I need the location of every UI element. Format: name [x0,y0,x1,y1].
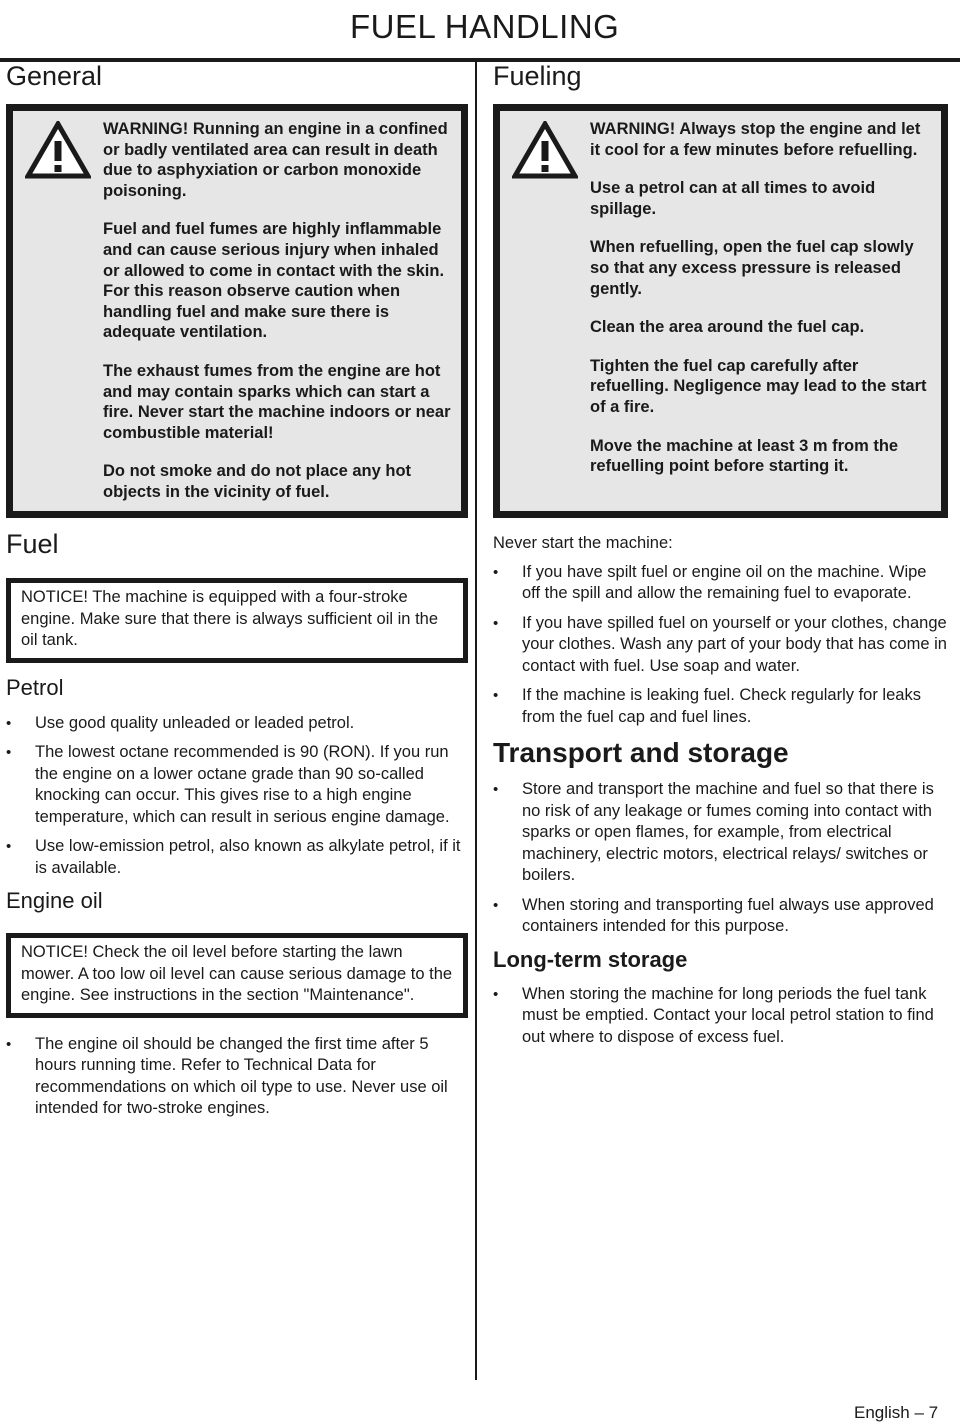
list-item: • The lowest octane recommended is 90 (RON). If you run the engine on a lower octane grade than 90 so-called knocking can occur. This gives rise to a high engine temperature, which can result in serious engine damage. [6,742,468,828]
warning-paragraph: Do not smoke and do not place any hot objects in the vicinity of fuel. [103,462,412,501]
notice-text: NOTICE! Check the oil level before starting the lawn mower. A too low oil level can cause serious damage to the engine. See instructions in the section "Maintenance". [21,943,453,1004]
section-title-fuel: Fuel [6,529,59,559]
section-title-transport: Transport and storage [493,737,789,768]
warning-paragraph: WARNING! Running an engine in a confined or badly ventilated area can result in death due to asphyxiation or carbon monoxide poisoning. [103,120,448,200]
column-divider [475,62,477,1380]
warning-paragraph: Clean the area around the fuel cap. [590,318,865,337]
fueling-warning-box [493,104,948,518]
warning-paragraph: The exhaust fumes from the engine are hot and may contain sparks which can start a fire. Never start the machine indoors or near combustible material! [103,361,451,442]
list-item: • If you have spilled fuel on yourself or your clothes, change your clothes. Wash any part of your body that has come in contact with fuel. Use soap and water. [493,613,948,678]
list-item: • Use low-emission petrol, also known as alkylate petrol, if it is available. [6,836,468,879]
never-start-intro: Never start the machine: [493,534,673,552]
subsection-title-long-term: Long-term storage [493,946,688,972]
warning-paragraph: WARNING! Always stop the engine and let it cool for a few minutes before refuelling. [590,120,921,159]
warning-paragraph: Move the machine at least 3 m from the refuelling point before starting it. [590,436,899,476]
subsection-title-petrol: Petrol [6,674,64,700]
fuel-notice-box [6,578,468,663]
general-warning-text [103,111,461,511]
warning-triangle-icon [25,121,91,179]
left-column [6,62,468,1128]
warning-paragraph: Fuel and fuel fumes are highly inflammable and can cause serious injury when inhaled or allowed to come in contact with the skin. For this reason observe caution when handling fuel and make sure there is adequate ventilation. [103,220,445,342]
list-item: • When storing the machine for long periods the fuel tank must be emptied. Contact your local petrol station to find out where to dispose of excess fuel. [493,984,948,1049]
long-term-list [493,984,948,1049]
warning-triangle-icon [512,121,578,179]
warning-paragraph: Tighten the fuel cap carefully after refuelling. Negligence may lead to the start of a fire. [590,356,927,416]
fueling-warning-text [590,111,941,511]
warning-icon-cell [13,111,103,511]
transport-list [493,779,948,938]
list-item: • If the machine is leaking fuel. Check regularly for leaks from the fuel cap and fuel lines. [493,685,948,728]
petrol-list [6,713,468,880]
list-item: • If you have spilt fuel or engine oil on the machine. Wipe off the spill and allow the remaining fuel to evaporate. [493,562,948,605]
warning-icon-cell [500,111,590,511]
list-item: • The engine oil should be changed the first time after 5 hours running time. Refer to Technical Data for recommendations on which oil type to use. Never use oil intended for two-stroke engines. [6,1034,468,1120]
never-start-list [493,562,948,729]
warning-paragraph: Use a petrol can at all times to avoid spillage. [590,179,876,218]
general-warning-box [6,104,468,518]
section-title-fueling: Fueling [493,61,582,91]
engine-oil-list [6,1034,468,1120]
list-item: • When storing and transporting fuel always use approved containers intended for this purpose. [493,895,948,938]
list-item: • Use good quality unleaded or leaded petrol. [6,713,468,735]
page-footer: English – 7 [854,1403,939,1422]
page-title: FUEL HANDLING [350,8,620,45]
list-item: • Store and transport the machine and fuel so that there is no risk of any leakage or fumes coming into contact with sparks or open flames, for example, from electrical machinery, electric motors, electrical relays/ switches or boilers. [493,779,948,887]
section-title-general: General [6,61,103,91]
subsection-title-engine-oil: Engine oil [6,888,103,913]
notice-text: NOTICE! The machine is equipped with a four-stroke engine. Make sure that there is always sufficient oil in the oil tank. [21,588,439,649]
right-column [493,62,948,1056]
warning-paragraph: When refuelling, open the fuel cap slowly so that any excess pressure is released gently. [590,238,914,298]
engine-oil-notice-box [6,933,468,1018]
